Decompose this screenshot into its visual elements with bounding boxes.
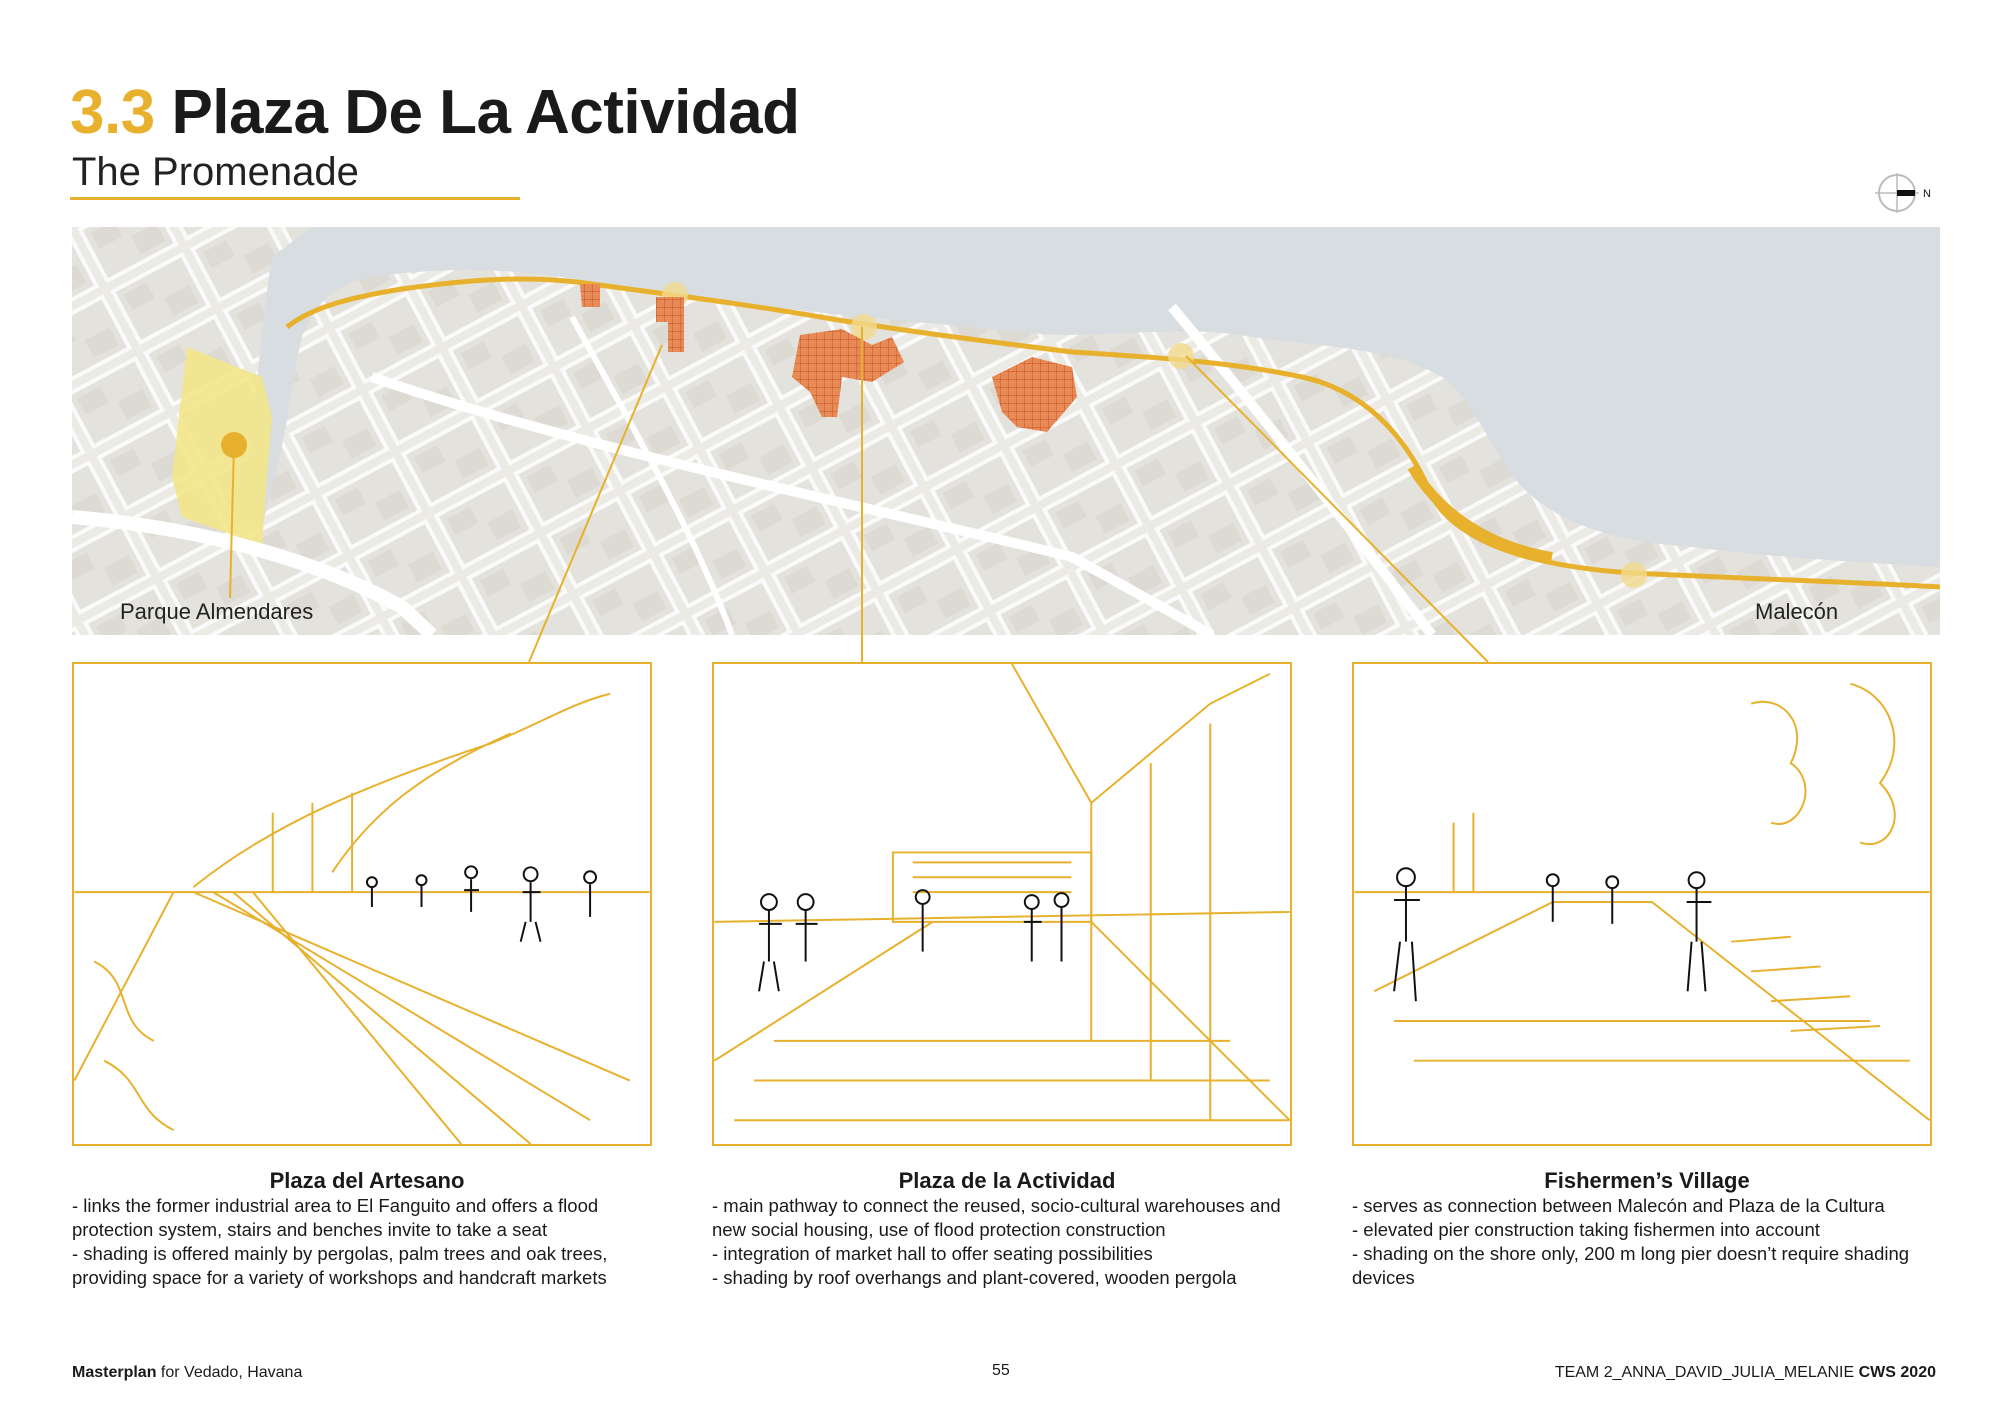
page-number: 55: [992, 1362, 1010, 1379]
description-artesano: [72, 1168, 662, 1290]
footer-left: [72, 1364, 302, 1382]
description-line: - serves as connection between Malecón and Plaza de la Cultura: [1352, 1195, 1885, 1216]
footer-right: [1555, 1364, 1936, 1382]
sketch-panel-actividad: [712, 662, 1292, 1146]
description-line: - elevated pier construction taking fishermen into account: [1352, 1219, 1820, 1240]
people-figures: [367, 866, 596, 941]
map-marker: [1168, 343, 1194, 369]
section-title: Plaza de la Actividad: [898, 1168, 1116, 1193]
section-number: 3.3: [70, 78, 155, 147]
description-line: - shading on the shore only, 200 m long pier doesn’t require shading devices: [1352, 1243, 1910, 1288]
page-title: [70, 78, 800, 147]
page-subtitle: The Promenade: [72, 150, 359, 194]
footer-left-text: for Vedado, Havana: [156, 1364, 303, 1381]
map-label-left: Parque Almendares: [120, 599, 314, 624]
title-text: Plaza De La Actividad: [171, 78, 800, 147]
people-figures: [1394, 868, 1711, 1001]
footer-team: TEAM 2_ANNA_DAVID_JULIA_MELANIE: [1554, 1364, 1859, 1381]
plot-area: [580, 284, 600, 307]
sketch-panel-fishermen: [1352, 662, 1932, 1146]
description-line: - shading is offered mainly by pergolas, palm trees and oak trees, providing space for a variety of workshops and handcraft markets: [72, 1243, 608, 1288]
title-underline: [70, 197, 520, 200]
footer-year: CWS 2020: [1858, 1364, 1936, 1381]
description-line: - integration of market hall to offer seating possibilities: [712, 1243, 1153, 1264]
description-fishermen: [1352, 1168, 1942, 1290]
description-line: - links the former industrial area to El Fanguito and offers a flood protection system, stairs and benches invite to take a seat: [72, 1195, 599, 1240]
compass-label: N: [1923, 188, 1931, 200]
description-line: - shading by roof overhangs and plant-covered, wooden pergola: [712, 1267, 1237, 1288]
sketch-panel-artesano: [72, 662, 652, 1146]
description-actividad: [712, 1168, 1302, 1290]
north-arrow-icon: [1875, 168, 1935, 218]
section-title: Fishermen’s Village: [1544, 1168, 1750, 1193]
map-label-right: Malecón: [1755, 599, 1839, 624]
footer-left-bold: Masterplan: [72, 1364, 157, 1381]
map-marker: [221, 432, 247, 458]
section-title: Plaza del Artesano: [269, 1168, 465, 1193]
map-marker: [1621, 562, 1647, 588]
people-figures: [759, 890, 1068, 991]
description-line: - main pathway to connect the reused, socio-cultural warehouses and new social housing, use of flood protection construction: [712, 1195, 1281, 1240]
site-map: [72, 227, 1940, 635]
